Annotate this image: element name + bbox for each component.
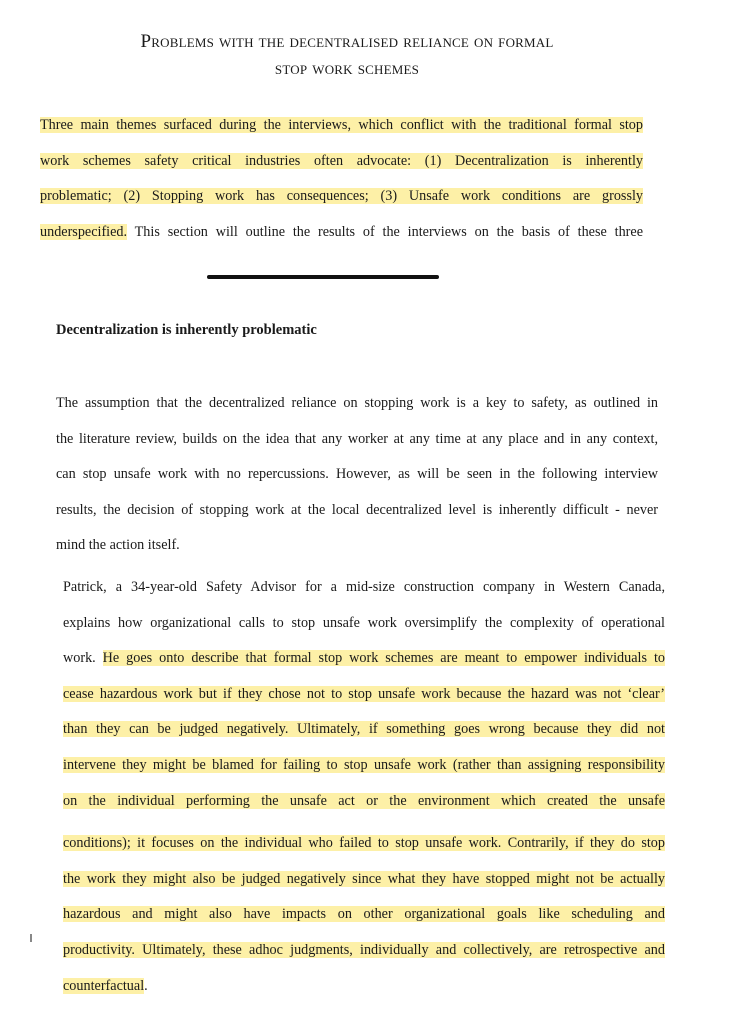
paragraph-2 bbox=[63, 570, 665, 1004]
paragraph-line: the literature review, builds on the idea that any worker at any time at any place and in any context, bbox=[56, 430, 658, 447]
page-title bbox=[0, 28, 694, 82]
paragraph-line: Patrick, a 34-year-old Safety Advisor for a mid-size construction company in Western Canada, bbox=[63, 579, 665, 595]
paragraph-line: productivity. Ultimately, these adhoc judgments, individually and collectively, are retrospective and bbox=[63, 941, 665, 958]
paragraph-line: conditions); it focuses on the individual who failed to stop unsafe work. Contrarily, if they do stop bbox=[63, 835, 665, 852]
paragraph-line: explains how organizational calls to stop unsafe work oversimplify the complexity of operational bbox=[63, 614, 665, 631]
title-line-2: stop work schemes bbox=[274, 58, 420, 79]
paragraph-line: than they can be judged negatively. Ultimately, if something goes wrong because they did not bbox=[63, 721, 665, 738]
paragraph-line: results, the decision of stopping work at the local decentralized level is inherently difficult - never bbox=[56, 501, 658, 518]
section-divider bbox=[207, 275, 439, 279]
intro-line: Three main themes surfaced during the interviews, which conflict with the traditional formal stop bbox=[40, 117, 643, 133]
intro-line: work schemes safety critical industries often advocate: (1) Decentralization is inherently bbox=[40, 152, 643, 169]
paragraph-line: The assumption that the decentralized reliance on stopping work is a key to safety, as outlined in bbox=[56, 395, 658, 411]
paragraph-1 bbox=[56, 386, 658, 564]
paragraph-line: cease hazardous work but if they chose not to stop unsafe work because the hazard was not ‘clear’ bbox=[63, 685, 665, 702]
intro-paragraph bbox=[40, 108, 643, 250]
section-heading: Decentralization is inherently problematic bbox=[56, 322, 317, 338]
paragraph-line: intervene they might be blamed for failing to stop unsafe work (rather than assigning responsibility bbox=[63, 756, 665, 773]
intro-line: problematic; (2) Stopping work has consequences; (3) Unsafe work conditions are grossly bbox=[40, 188, 643, 205]
paragraph-line: counterfactual. bbox=[63, 977, 148, 994]
paragraph-line: the work they might also be judged negatively since what they have stopped might not be actually bbox=[63, 870, 665, 887]
paragraph-line: mind the action itself. bbox=[56, 537, 180, 554]
paragraph-line: work. He goes onto describe that formal stop work schemes are meant to empower individuals to bbox=[63, 650, 665, 667]
margin-mark bbox=[30, 934, 32, 942]
paragraph-line: can stop unsafe work with no repercussions. However, as will be seen in the following interview bbox=[56, 466, 658, 483]
paragraph-line: hazardous and might also have impacts on other organizational goals like scheduling and bbox=[63, 906, 665, 923]
intro-line: underspecified. This section will outline the results of the interviews on the basis of these three bbox=[40, 223, 643, 240]
title-line-1: Problems with the decentralised reliance on formal bbox=[140, 31, 554, 52]
paragraph-line: on the individual performing the unsafe act or the environment which created the unsafe bbox=[63, 792, 665, 809]
